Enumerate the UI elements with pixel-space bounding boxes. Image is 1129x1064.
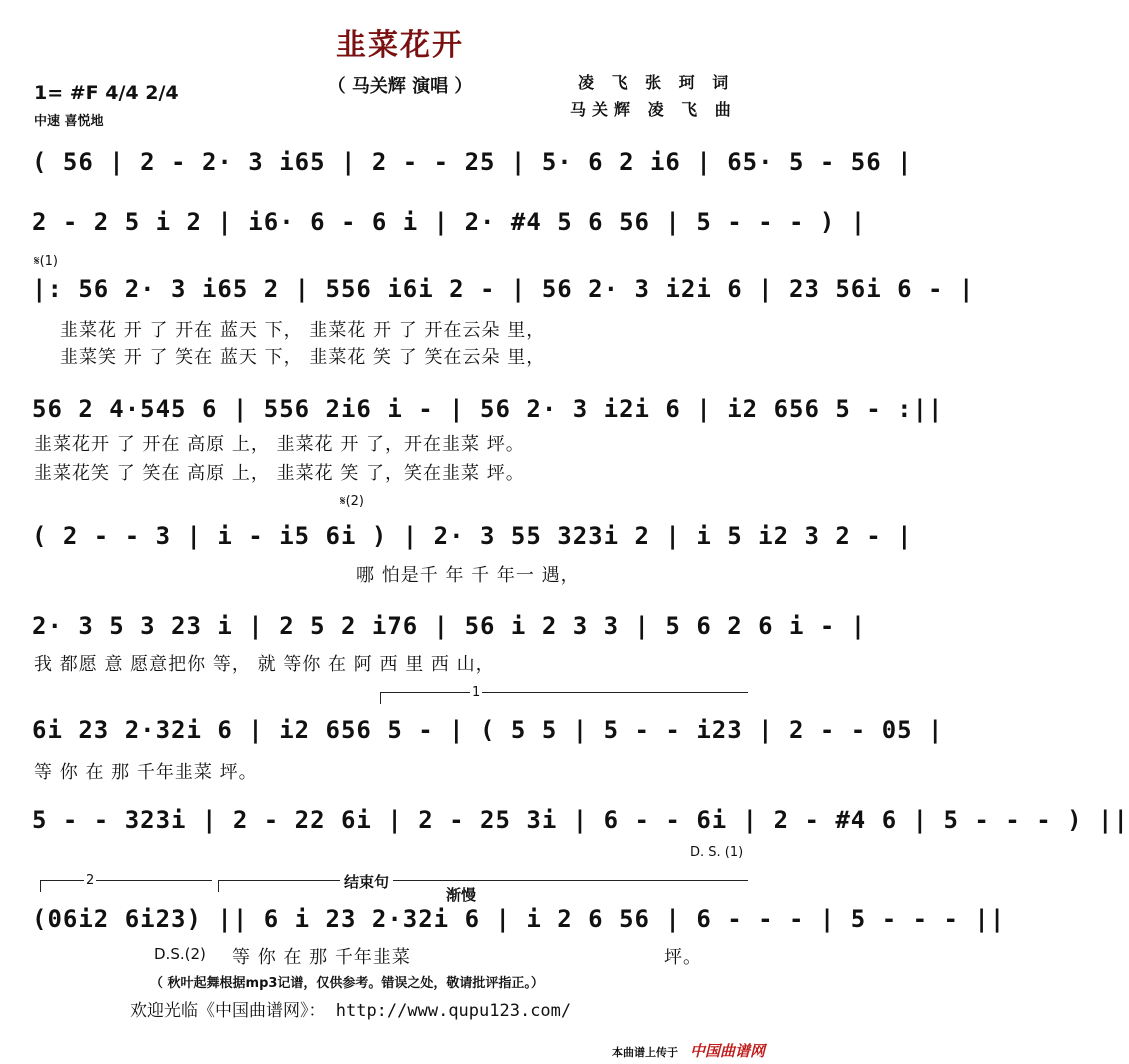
ending-label: 结束句 xyxy=(340,871,393,892)
volta-2-hook xyxy=(40,880,41,892)
upload-note: 本曲谱上传于 xyxy=(612,1046,678,1059)
volta-2-bracket xyxy=(40,880,212,881)
lyric-line-2b: 韭菜花笑 了 笑在 高原 上， 韭菜花 笑 了，笑在韭菜 坪。 xyxy=(34,463,525,484)
transcription-note: （ 秋叶起舞根据mp3记谱，仅供参考。错误之处，敬请批评指正。） xyxy=(150,976,544,991)
score-line-7: 6i 23 2·32i 6 | i2 656 5 - | ( 5 5 | 5 - - i23 | 2 - - 05 | xyxy=(32,716,944,744)
ending-hook xyxy=(218,880,219,892)
score-line-5: ( 2 - - 3 | i - i5 6i ) | 2· 3 55 323i 2 | i 5 i2 3 2 - | xyxy=(32,522,913,550)
lyric-line-6b: 坪。 xyxy=(664,947,702,968)
welcome-line: 欢迎光临《中国曲谱网》： http://www.qupu123.com/ xyxy=(130,1001,572,1021)
ds-2-marker: D.S.(2) xyxy=(154,945,206,963)
score-line-1: ( 56 | 2 - 2· 3 i65 | 2 - - 25 | 5· 6 2 i6 | 65· 5 - 56 | xyxy=(32,148,913,176)
ds-1-marker: D. S. (1) xyxy=(690,845,744,860)
score-line-6: 2· 3 5 3 23 i | 2 5 2 i76 | 56 i 2 3 3 | 5 6 2 6 i - | xyxy=(32,612,867,640)
volta-1-bracket xyxy=(380,692,748,693)
lyric-line-6a: 等 你 在 那 千年韭菜 xyxy=(232,947,411,968)
lyric-line-4: 我 都愿 意 愿意把你 等， 就 等你 在 阿 西 里 西 山， xyxy=(34,654,495,675)
lyric-line-3: 哪 怕是千 年 千 年一 遇， xyxy=(356,565,580,586)
composer-credit: 马关辉 凌 飞 曲 xyxy=(570,100,737,119)
lyric-line-5: 等 你 在 那 千年韭菜 坪。 xyxy=(34,762,258,783)
lyricist-credit: 凌 飞 张 珂 词 xyxy=(578,73,735,92)
singer-line: （ 马关辉 演唱 ） xyxy=(327,76,473,97)
volta-2-number: 2 xyxy=(86,873,95,888)
score-line-8: 5 - - 323i | 2 - 22 6i | 2 - 25 3i | 6 - - 6i | 2 - #4 6 | 5 - - - ) || xyxy=(32,806,1129,834)
score-line-4: 56 2 4·545 6 | 556 2i6 i - | 56 2· 3 i2i 6 | i2 656 5 - :|| xyxy=(32,395,944,423)
score-line-3: |: 56 2· 3 i65 2 | 556 i6i 2 - | 56 2· 3 i2i 6 | 23 56i 6 - | xyxy=(32,275,975,303)
site-logo: 中国曲谱网 xyxy=(690,1042,766,1060)
segno-1-marker: 𝄋(1) xyxy=(34,254,59,269)
volta-1-number: 1 xyxy=(472,685,481,700)
lyric-line-1a: 韭菜花 开 了 开在 蓝天 下， 韭菜花 开 了 开在云朵 里， xyxy=(60,320,546,341)
volta-1-hook xyxy=(380,692,381,704)
segno-2-marker: 𝄋(2) xyxy=(340,494,365,509)
lyric-line-1b: 韭菜笑 开 了 笑在 蓝天 下， 韭菜花 笑 了 笑在云朵 里， xyxy=(60,347,546,368)
ending-bracket xyxy=(218,880,748,881)
key-signature: 1= #F 4/4 2/4 xyxy=(34,82,179,104)
tempo-marking: 中速 喜悦地 xyxy=(34,114,104,129)
score-line-9: (06i2 6i23) || 6 i 23 2·32i 6 | i 2 6 56 | 6 - - - | 5 - - - || xyxy=(32,905,1006,933)
page-title: 韭菜花开 xyxy=(336,28,464,63)
lyric-line-2a: 韭菜花开 了 开在 高原 上， 韭菜花 开 了，开在韭菜 坪。 xyxy=(34,434,525,455)
slowing-label: 渐慢 xyxy=(446,886,477,904)
score-line-2: 2 - 2 5 i 2 | i6· 6 - 6 i | 2· #4 5 6 56 | 5 - - - ) | xyxy=(32,208,867,236)
